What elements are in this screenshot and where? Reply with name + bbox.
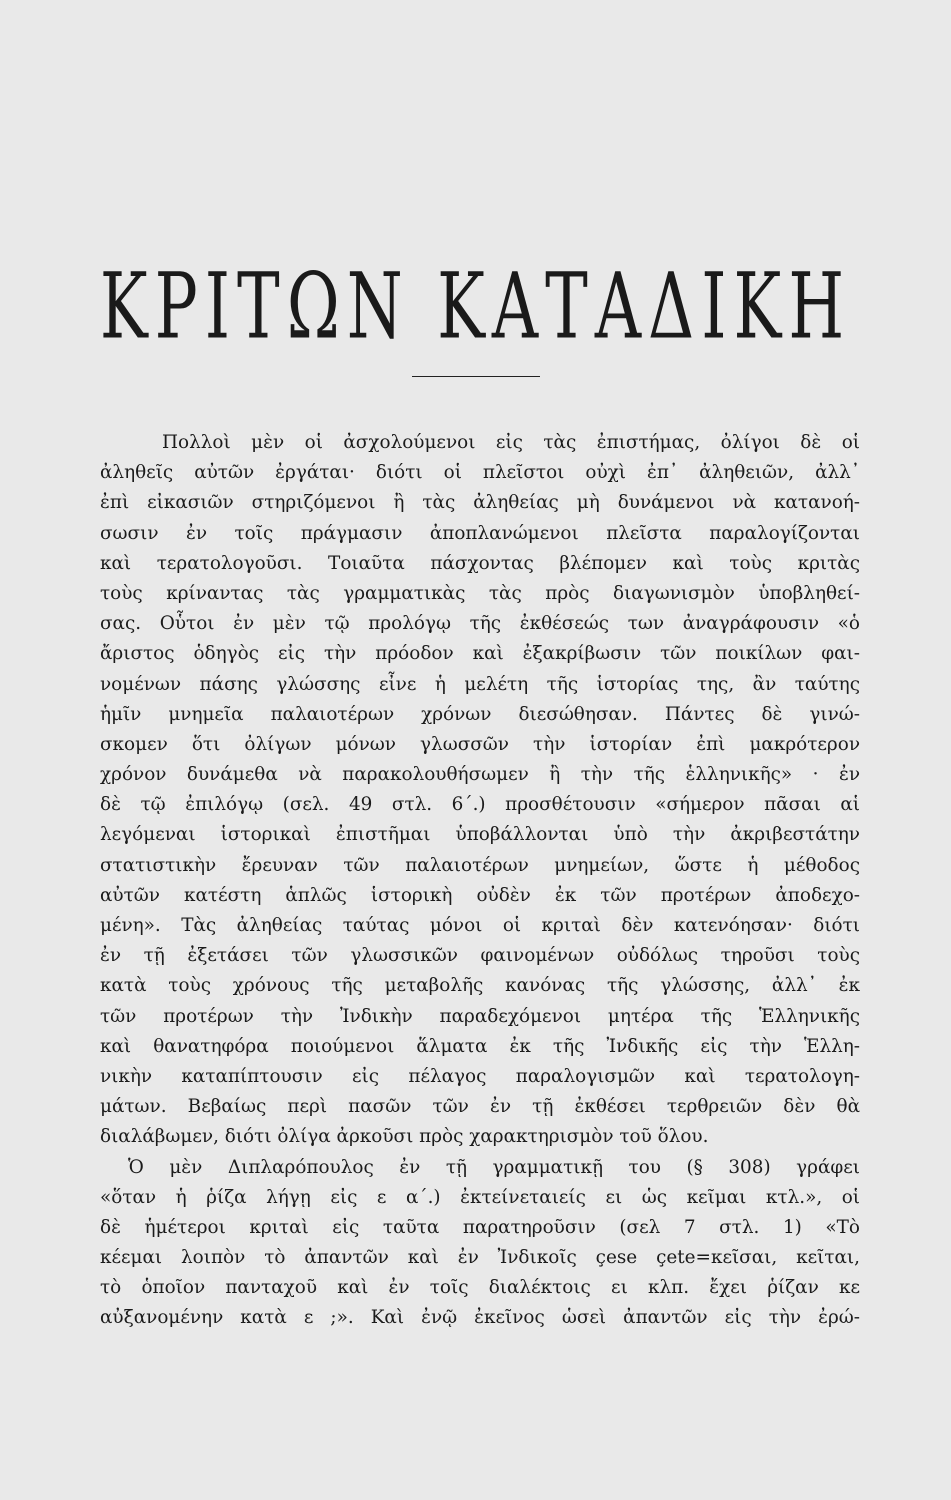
text-line: τὸ ὁποῖον πανταχοῦ καὶ ἐν τοῖς διαλέκτοις ει κλπ. ἔχει ῥίζαν κε [100, 1277, 860, 1299]
text-line: νικὴν καταπίπτουσιν εἰς πέλαγος παραλογισμῶν καὶ τερατολογη- [100, 1065, 860, 1087]
text-line: χρόνον δυνάμεθα νὰ παρακολουθήσωμεν ἢ τὴν τῆς ἑλληνικῆς» · ἐν [100, 764, 860, 786]
text-line: κατὰ τοὺς χρόνους τῆς μεταβολῆς κανόνας τῆς γλώσσης, ἀλλ᾽ ἐκ [100, 975, 860, 997]
text-line: διαλάβωμεν, διότι ὀλίγα ἀρκοῦσι πρὸς χαρακτηρισμὸν τοῦ ὅλου. [100, 1126, 709, 1148]
text-line: σκομεν ὅτι ὀλίγων μόνων γλωσσῶν τὴν ἱστορίαν ἐπὶ μακρότερον [100, 733, 860, 755]
text-line: ἀληθεῖς αὐτῶν ἐργάται· διότι οἱ πλεῖστοι οὐχὶ ἐπ᾽ ἀληθειῶν, ἀλλ᾽ [100, 462, 860, 484]
text-line: καὶ θανατηφόρα ποιούμενοι ἅλματα ἐκ τῆς Ἰνδικῆς εἰς τὴν Ἑλλη- [100, 1035, 860, 1057]
text-line: μένη». Τὰς ἀληθείας ταύτας μόνοι οἱ κριταὶ δὲν κατενόησαν· διότι [100, 915, 860, 936]
text-line: ἄριστος ὁδηγὸς εἰς τὴν πρόοδον καὶ ἐξακρίβωσιν τῶν ποικίλων φαι- [100, 643, 860, 665]
text-line: ἐν τῇ ἐξετάσει τῶν γλωσσικῶν φαινομένων οὐδόλως τηροῦσι τοὺς [100, 945, 860, 967]
text-line: δὲ ἡμέτεροι κριταὶ εἰς ταῦτα παρατηροῦσιν (σελ 7 στλ. 1) «Τὸ [100, 1216, 860, 1238]
text-line: Ὁ μὲν Διπλαρόπουλος ἐν τῇ γραμματικῇ του (§ 308) γράφει [128, 1156, 860, 1178]
text-line: ἐπὶ εἰκασιῶν στηριζόμενοι ἢ τὰς ἀληθείας μὴ δυνάμενοι νὰ κατανοή- [100, 492, 860, 514]
text-line: σας. Οὗτοι ἐν μὲν τῷ προλόγῳ τῆς ἐκθέσεώς των ἀναγράφουσιν «ὁ [100, 613, 860, 635]
text-line: ἡμῖν μνημεῖα παλαιοτέρων χρόνων διεσώθησαν. Πάντες δὲ γινώ- [100, 703, 860, 725]
text-line: αὐτῶν κατέστη ἁπλῶς ἱστορικὴ οὐδὲν ἐκ τῶν προτέρων ἀποδεχο- [100, 884, 860, 906]
text-line: τοὺς κρίναντας τὰς γραμματικὰς τὰς πρὸς διαγωνισμὸν ὑποβληθεί- [100, 582, 860, 604]
paragraph-1 [100, 428, 860, 1153]
text-line: Πολλοὶ μὲν οἱ ἀσχολούμενοι εἰς τὰς ἐπιστήμας, ὀλίγοι δὲ οἱ [162, 432, 860, 453]
text-line: κέεμαι λοιπὸν τὸ ἀπαντῶν καὶ ἐν Ἰνδικοῖς çese çete=κεῖσαι, κεῖται, [100, 1247, 860, 1269]
text-line: λεγόμεναι ἱστορικαὶ ἐπιστῆμαι ὑποβάλλονται ὑπὸ τὴν ἀκριβεστάτην [100, 824, 860, 846]
title-divider [412, 376, 540, 377]
body-text [100, 428, 860, 1334]
text-line: μάτων. Βεβαίως περὶ πασῶν τῶν ἐν τῇ ἐκθέσει τερθρειῶν δὲν θὰ [100, 1096, 860, 1118]
text-line: αὐξανομένην κατὰ ε ;». Καὶ ἐνῷ ἐκεῖνος ὡσεὶ ἀπαντῶν εἰς τὴν ἐρώ- [100, 1307, 860, 1329]
text-line: στατιστικὴν ἔρευναν τῶν παλαιοτέρων μνημείων, ὥστε ἡ μέθοδος [100, 854, 860, 876]
text-line: «ὅταν ἡ ῥίζα λήγῃ εἰς ε α΄.) ἐκτείνεταιείς ει ὡς κεῖμαι κτλ.», οἱ [100, 1186, 860, 1208]
text-line: νομένων πάσης γλώσσης εἶνε ἡ μελέτη τῆς ἱστορίας της, ἂν ταύτης [100, 673, 860, 695]
text-line: δὲ τῷ ἐπιλόγῳ (σελ. 49 στλ. 6΄.) προσθέτουσιν «σήμερον πᾶσαι αἱ [100, 794, 860, 816]
text-line: καὶ τερατολογοῦσι. Τοιαῦτα πάσχοντας βλέπομεν καὶ τοὺς κριτὰς [100, 552, 860, 574]
page-title: ΚΡΙΤΩΝ ΚΑΤΑΔΙΚΗ [99, 255, 852, 361]
paragraph-2 [100, 1153, 860, 1334]
text-line: τῶν προτέρων τὴν Ἰνδικὴν παραδεχόμενοι μητέρα τῆς Ἑλληνικῆς [100, 1005, 860, 1027]
text-line: σωσιν ἐν τοῖς πράγμασιν ἀποπλανώμενοι πλεῖστα παραλογίζονται [100, 522, 860, 544]
